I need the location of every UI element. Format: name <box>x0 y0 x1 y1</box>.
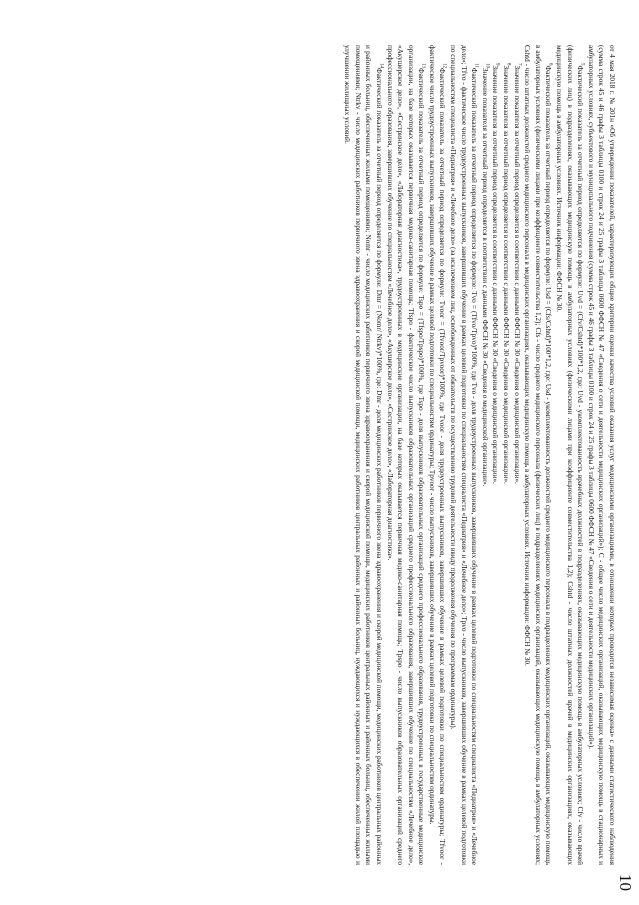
paragraph-text: от 4 мая 2018 г. № 201н «Об утверждении показателей, характеризующих общие критерии оценки качества условий оказания услуг медицинскими организациями, в отношении которых проводится независимая оценка» с данными статистического наблюдения (сумма строк 45 и 46 графы 3 таблицы 0100 и строк 24 и 25 графы 3 таблицы 0600 ФФСН № 47 «Сведения о сети и деятельности медицинских организаций»); С - общее число медицинских организаций, оказывающих медицинскую помощь в стационарных и амбулаторных условиях, субъектового и муниципального подчинения (сумма строк 45 и 46 графы 3 таблицы 0100 и строк 24 и 25 графы 3 таблицы 0600 ФФСН № 47 «Сведения о сети и деятельности медицинских организаций»). <box>586 45 616 865</box>
footnote-text: Фактический показатель за отчетный период определяется по формуле: Tvoor = (Tfvoor/Tpvoor)*100%, где Tvoor - доля трудоустроенных выпускников, завершивших обучение в рамках целевой подготовки по специальностям ординатуры; Tfvoor - фактическое число трудоустроенных выпускников, завершивших обучение в рамках целевой подготовки по специальностям ординатуры; Tpvoor - число выпускников, завершивших обучение в рамках целевой подготовки по специальностям ординатуры. <box>427 45 447 865</box>
footnote-8 <box>500 45 511 865</box>
footnote-marker: 10 <box>484 63 490 68</box>
footnote-marker: 9 <box>494 63 500 66</box>
footnote-marker: 5 <box>579 63 585 66</box>
footnote-text: Фактический показатель за отчетный период определяется по формуле: Uvd = (Cfv/Cshtd)*100*1,2, где: Uvd - укомплектованность врачебных должностей в подразделениях, оказывающих медицинскую помощь в амбулаторных условиях; Cfv - число врачей (физических лиц) в подразделениях, оказывающих медицинскую помощь в амбулаторных условиях (физическими лицами при коэффициенте совместительства 1,2); Cshtd - число штатных должностей врачей в медицинских организациях, оказывающих медицинскую помощь в амбулаторных условиях. Источник информации: ФФСН № 30. <box>555 45 585 865</box>
rotated-content <box>0 10 639 895</box>
footnote-marker: 12 <box>441 63 447 68</box>
footnote-text: Значение показателя за отчетный период определяется в соответствии с данными ФФСН № 30 «Сведения о медицинской организации». <box>512 65 521 484</box>
footnote-text: Значение показателя за отчетный период определяется в соответствии с данными ФФСН № 30 «Сведения о медицинской организации». <box>480 68 489 487</box>
footnote-14 <box>342 45 384 865</box>
footnote-marker: 13 <box>420 63 426 68</box>
footnote-text: Фактический показатель за отчетный период определяется по формуле: Usd = (Cfs/Cshtd)*100*1,2, где: Usd - укомплектованность должностей среднего медицинского персонала в подразделениях медицинских организаций, оказывающих медицинскую помощь в амбулаторных условиях (физическими лицами при коэффициенте совместительства 1,2); Cfs - число среднего медицинского персонала (физических лиц) в подразделениях медицинских организаций, оказывающих медицинскую помощь в амбулаторных условиях; Cshtd - число штатных должностей среднего медицинского персонала в медицинских организациях, оказывающих медицинскую помощь в амбулаторных условиях. Источник информации: ФФСН № 30. <box>523 45 553 865</box>
footnote-marker: 6 <box>547 63 553 66</box>
footnote-text: Фактический показатель за отчетный период определяется по формуле: Tvo = (Tfvo/Tpvo)*100%, где Tvo - доля трудоустроенных выпускников, завершивших обучение в рамках целевой подготовки по специальностям специалиста «Педиатрия» и «Лечебное дело»; Tfvo - фактическое число трудоустроенных выпускников, завершивших обучение в рамках целевой подготовки по специальностям специалиста «Педиатрия» и «Лечебное дело»; Tpvo - число выпускников, завершивших обучение в рамках целевой подготовки по специальностям специалиста «Педиатрия» и «Лечебное дело» (за исключением лиц, освобожденных от обязательств по осуществлению трудовой деятельности ввиду продолжения обучения по программам ординатуры). <box>449 45 479 865</box>
footnotes-body <box>342 45 617 865</box>
footnote-7 <box>511 45 522 865</box>
footnote-11 <box>448 45 480 865</box>
footnote-marker: 7 <box>516 63 522 66</box>
paragraph-continued <box>585 45 617 865</box>
footnote-marker: 11 <box>473 63 479 68</box>
footnote-5 <box>553 45 585 865</box>
footnote-6 <box>522 45 554 865</box>
page-number: 10 <box>616 874 635 891</box>
footnote-12 <box>426 45 447 865</box>
footnote-13 <box>384 45 426 865</box>
footnote-text: Фактический показатель за отчетный период определяется по формуле: Dmr = (Nomr/ Ntrkv)*100%, где: Dmr - доля медицинских работников первичного звена здравоохранения и скорой медицинской помощи, медицинских работников центральных районных и районных больниц, обеспеченных жилыми помещениями; Nomr - число медицинских работников первичного звена здравоохранения и скорой медицинской помощи, медицинских работников центральных районных и районных больниц, обеспеченных жилыми помещениями; Ntrkv - число медицинских работников первичного звена здравоохранения и скорой медицинской помощи, медицинских работников центральных районных и районных больниц, нуждающихся и нуждающихся в обеспечении жилой площадью и улучшении жилищных условий. <box>343 45 383 865</box>
footnote-10 <box>479 45 490 865</box>
footnote-marker: 14 <box>378 63 384 68</box>
footnote-marker: 8 <box>505 63 511 66</box>
footnote-9 <box>490 45 501 865</box>
footnote-text: Значение показателя за отчетный период определяется в соответствии с данными ФФСН № 30 «Сведения о медицинской организации». <box>491 65 500 484</box>
footnote-text: Фактический показатель за отчетный период определяется по формуле: Tspo = (Tfspo/Tpspo)*100%, где Tspo - доля выпускников образовательных организаций среднего профессионального образования, трудоустроенных в государственные медицинские организации, на базе которых оказывается первичная медико-санитарная помощь; Tfspo - фактическое число выпускников образовательных организаций среднего профессионального образования, завершивших обучение по специальностям «Лечебное дело», «Акушерское дело», «Сестринское дело», «Лабораторная диагностика», трудоустроенных в медицинские организации, на базе которых оказывается первичная медико-санитарная помощь; Tpspo - число выпускников образовательных организаций среднего профессионального образования, завершивших обучение по специальностям «Лечебное дело», «Акушерское дело», «Сестринское дело», «Лабораторная диагностика». <box>385 45 426 865</box>
footnote-text: Значение показателя за отчетный период определяется в соответствии с данными ФФСН № 30 «Сведения о медицинской организации». <box>502 65 511 484</box>
